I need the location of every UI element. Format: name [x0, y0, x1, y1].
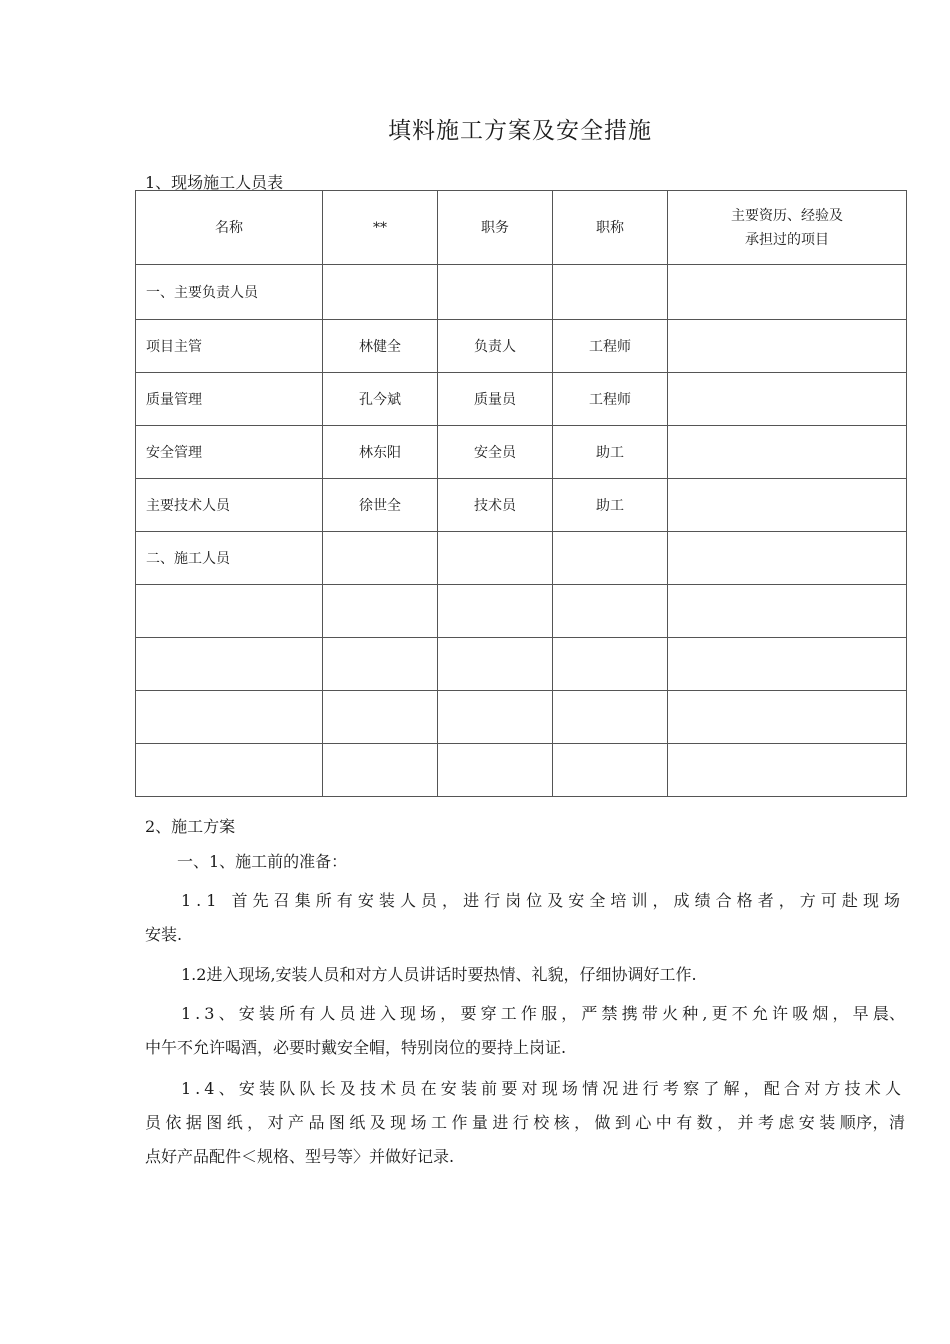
- paragraph-1-3-tail: 晨、中午不允许喝酒，必要时戴安全帽，特别岗位的要持上岗证.: [145, 1004, 905, 1057]
- cell-role: 主要技术人员: [136, 479, 323, 532]
- paragraph-1-4: [145, 1072, 905, 1174]
- paragraph-1-1: [145, 884, 905, 952]
- table-row-empty: [136, 691, 907, 744]
- cell-title: 工程师: [553, 373, 668, 426]
- cell-person: 孔今斌: [323, 373, 438, 426]
- paragraph-1-3-text: 1.3、安装所有人员进入现场，要穿工作服，严禁携带火种,更不允许吸烟，早: [181, 1004, 873, 1023]
- cell-duty: 技术员: [438, 479, 553, 532]
- cell-role: 项目主管: [136, 320, 323, 373]
- table-row: [136, 479, 907, 532]
- cell-role: 质量管理: [136, 373, 323, 426]
- paragraph-preparation: 一、1、施工前的准备：: [177, 852, 348, 871]
- table-row: [136, 320, 907, 373]
- cell-person: 林东阳: [323, 426, 438, 479]
- table-row-empty: [136, 744, 907, 797]
- table-row: [136, 373, 907, 426]
- table-row-empty: [136, 638, 907, 691]
- header-experience-line1: 主要资历、经验及: [731, 207, 843, 224]
- group-label-workers: 二、施工人员: [136, 532, 323, 585]
- cell-duty: 安全员: [438, 426, 553, 479]
- cell-person: 徐世全: [323, 479, 438, 532]
- header-experience: [668, 191, 907, 265]
- header-title: 职称: [553, 191, 668, 265]
- paragraph-1-4-tail: 顺序，清点好产品配件＜规格、型号等〉并做好记录.: [145, 1113, 905, 1166]
- cell-title: 助工: [553, 479, 668, 532]
- cell-title: 工程师: [553, 320, 668, 373]
- cell-person: 林健全: [323, 320, 438, 373]
- cell-experience: [668, 426, 907, 479]
- paragraph-1-2: 1.2进入现场,安装人员和对方人员讲话时要热情、礼貌，仔细协调好工作.: [181, 965, 697, 984]
- header-stars: **: [323, 191, 438, 265]
- cell-duty: 质量员: [438, 373, 553, 426]
- section-heading-staff: 1、现场施工人员表: [145, 173, 284, 192]
- page-title: 填料施工方案及安全措施: [388, 118, 652, 144]
- cell-role: 安全管理: [136, 426, 323, 479]
- header-name: 名称: [136, 191, 323, 265]
- header-experience-line2: 承担过的项目: [745, 231, 829, 248]
- cell-duty: 负责人: [438, 320, 553, 373]
- cell-title: 助工: [553, 426, 668, 479]
- table-header-row: [136, 191, 907, 265]
- cell-experience: [668, 479, 907, 532]
- table-group-row: [136, 265, 907, 320]
- paragraph-1-4-text: 1.4、安装队队长及技术员在安装前要对现场情况进行考察了解，配合对方技术人员依据图纸，对产品图纸及现场工作量进行校核，做到心中有数，并考虑安装: [145, 1079, 905, 1132]
- cell-experience: [668, 320, 907, 373]
- staff-table: [135, 190, 907, 797]
- table-row-empty: [136, 585, 907, 638]
- table-group-row: [136, 532, 907, 585]
- paragraph-1-3: [145, 997, 905, 1065]
- paragraph-1-1-text: 1.1 首先召集所有安装人员，进行岗位及安全培训，成绩合格者，方可赴现场: [181, 891, 905, 910]
- group-label-main: 一、主要负责人员: [136, 265, 323, 320]
- paragraph-1-1-tail: 安装.: [145, 925, 183, 944]
- table-row: [136, 426, 907, 479]
- cell-experience: [668, 373, 907, 426]
- section-heading-plan: 2、施工方案: [145, 817, 236, 836]
- header-duty: 职务: [438, 191, 553, 265]
